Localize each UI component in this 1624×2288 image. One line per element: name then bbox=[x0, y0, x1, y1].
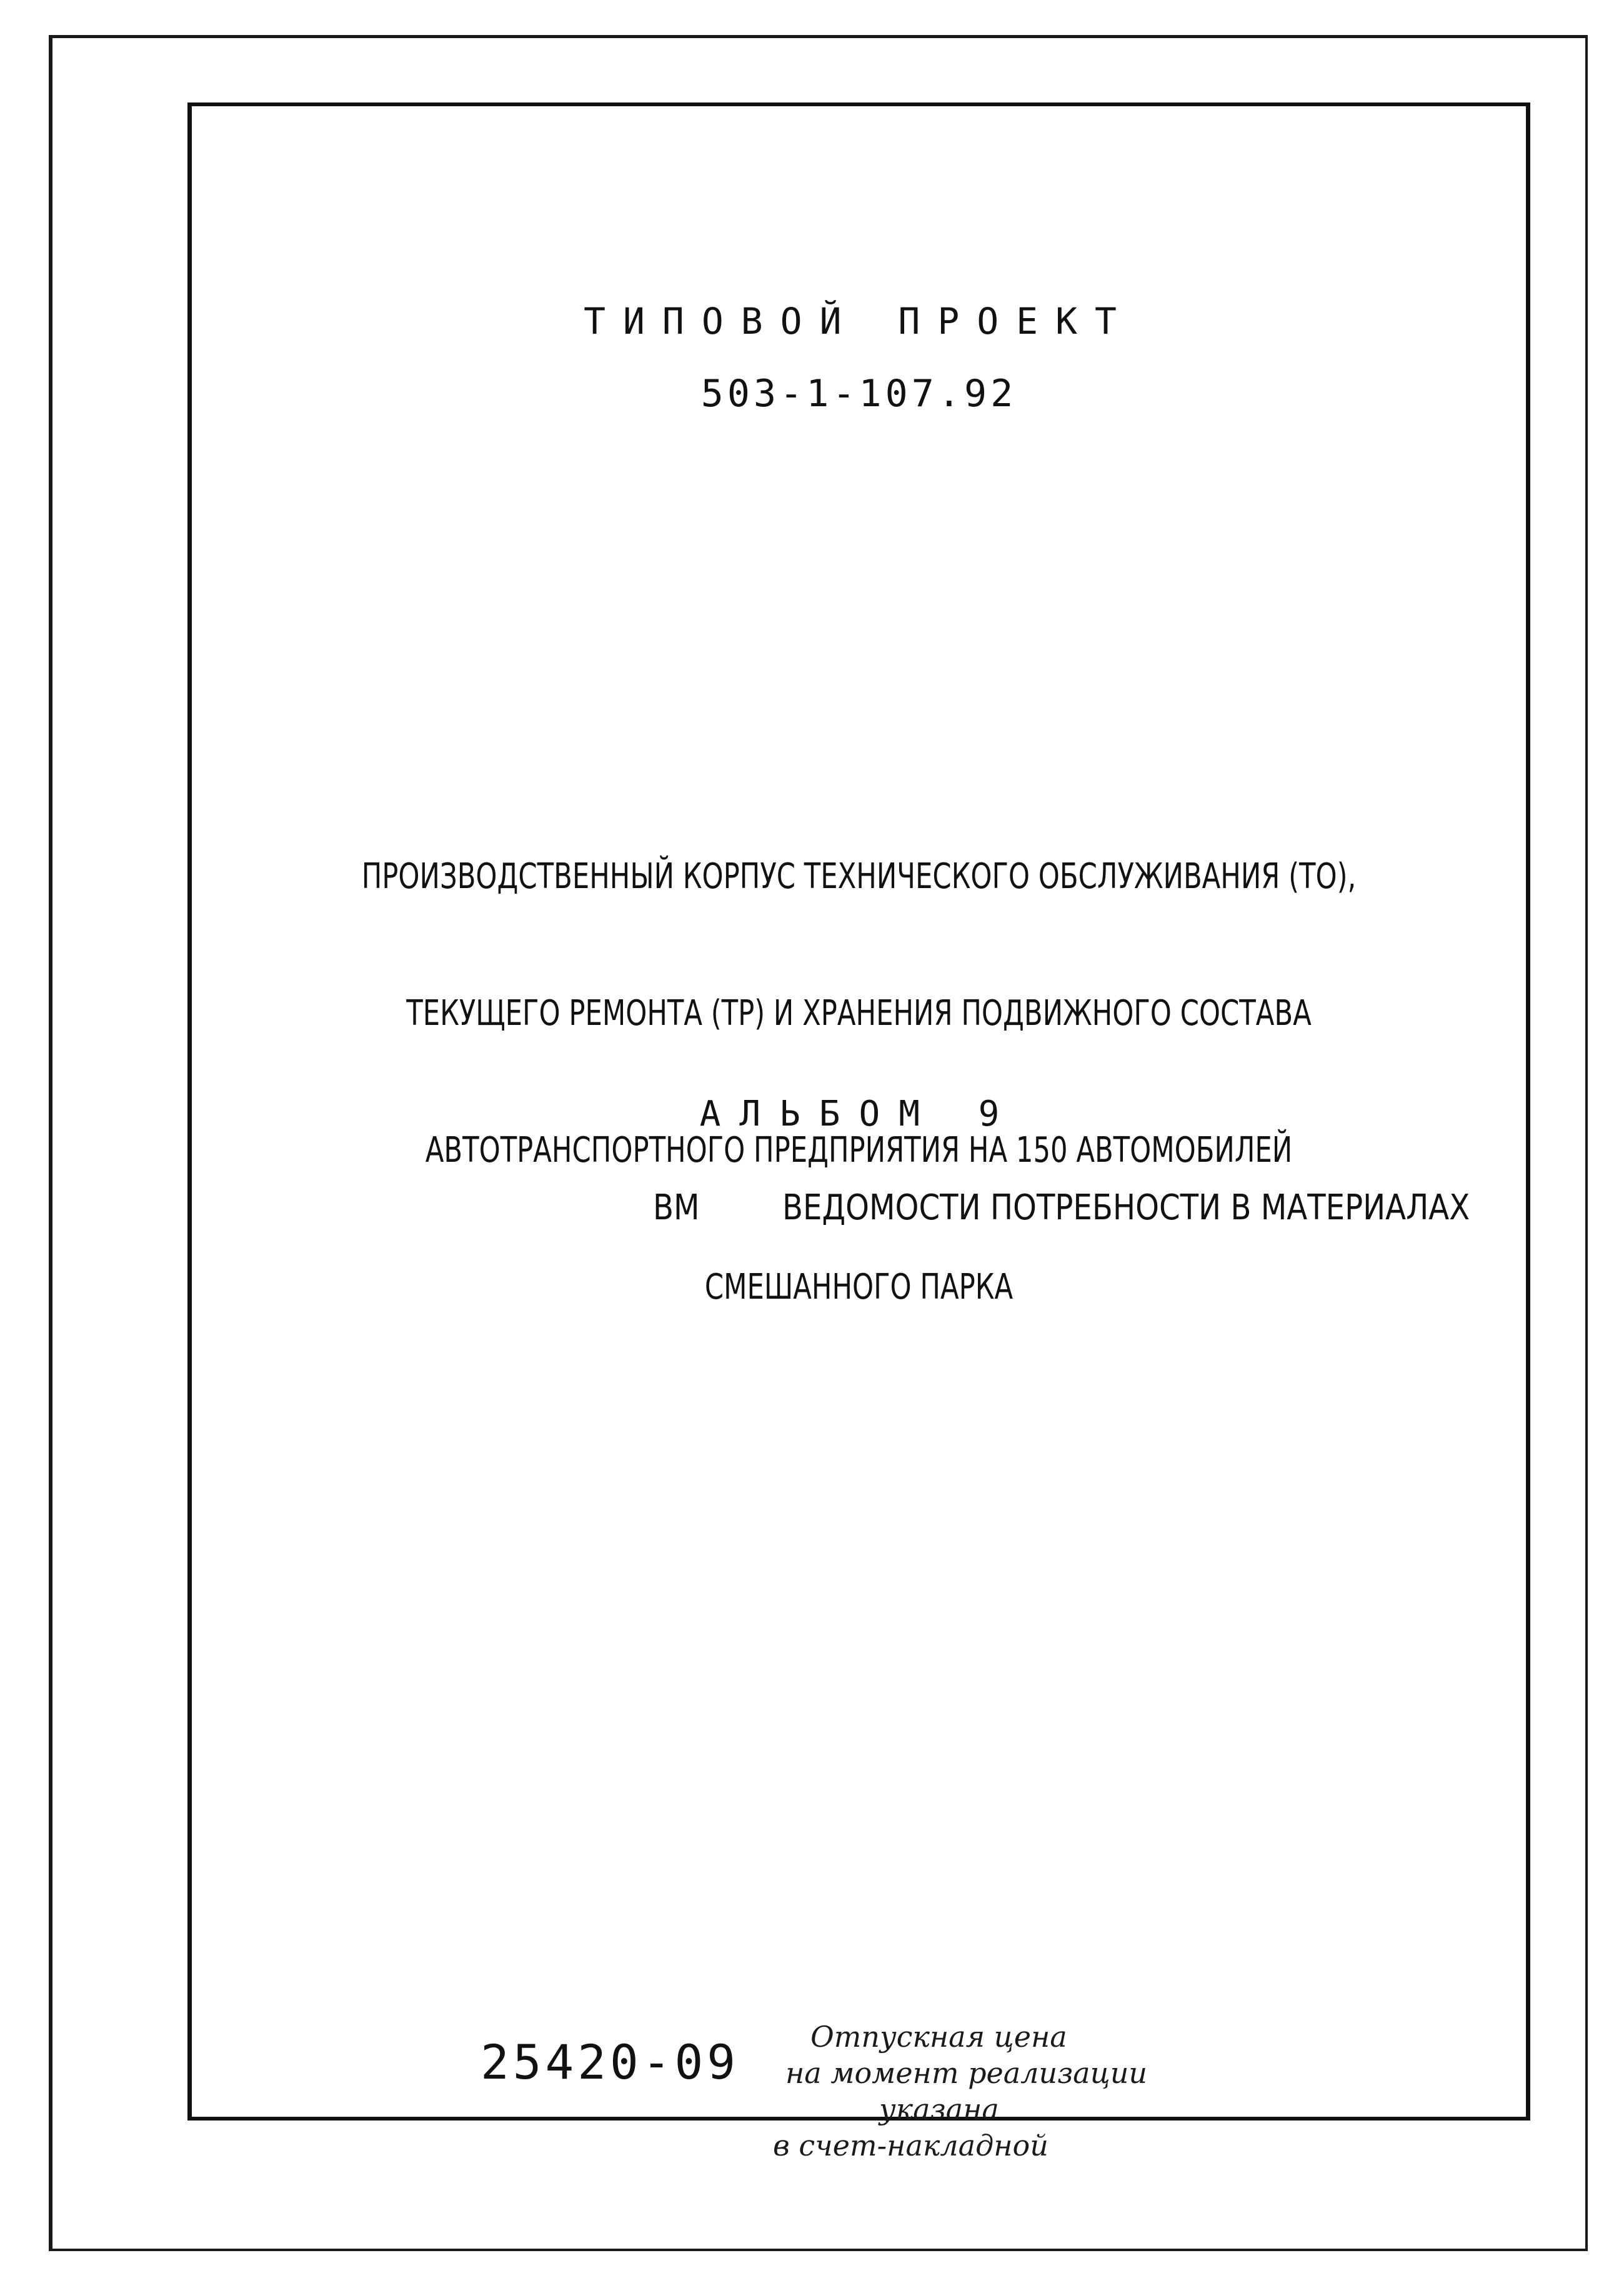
price-note-stamp bbox=[773, 2019, 1148, 2164]
object-name-line: ТЕКУЩЕГО РЕМОНТА (ТР) И ХРАНЕНИЯ ПОДВИЖНОГО СОСТАВА bbox=[406, 993, 1312, 1034]
album-label: АЛЬБОМ 9 bbox=[699, 1094, 1019, 1134]
price-note-line: указана bbox=[879, 2092, 999, 2126]
title-block-frame bbox=[187, 102, 1530, 2162]
price-note-line: Отпускная цена bbox=[810, 2020, 1067, 2054]
object-name-line: ПРОИЗВОДСТВЕННЫЙ КОРПУС ТЕХНИЧЕСКОГО ОБСЛУЖИВАНИЯ (ТО), bbox=[361, 856, 1357, 897]
object-name-line: СМЕШАННОГО ПАРКА bbox=[704, 1267, 1014, 1307]
project-number: 503-1-107.92 bbox=[700, 372, 1017, 416]
price-note-line: на момент реализации bbox=[785, 2056, 1147, 2090]
object-name-line: АВТОТРАНСПОРТНОГО ПРЕДПРИЯТИЯ НА 150 АВТОМОБИЛЕЙ bbox=[425, 1130, 1293, 1171]
document-type-title: ТИПОВОЙ ПРОЕКТ bbox=[584, 300, 1134, 342]
price-note-line: в счет-накладной bbox=[773, 2129, 1049, 2162]
section-code: ВМ bbox=[653, 1187, 700, 1228]
object-name bbox=[285, 762, 1432, 1401]
inventory-number: 25420-09 bbox=[481, 2034, 740, 2090]
section-title: ВЕДОМОСТИ ПОТРЕБНОСТИ В МАТЕРИАЛАХ bbox=[782, 1187, 1470, 1228]
